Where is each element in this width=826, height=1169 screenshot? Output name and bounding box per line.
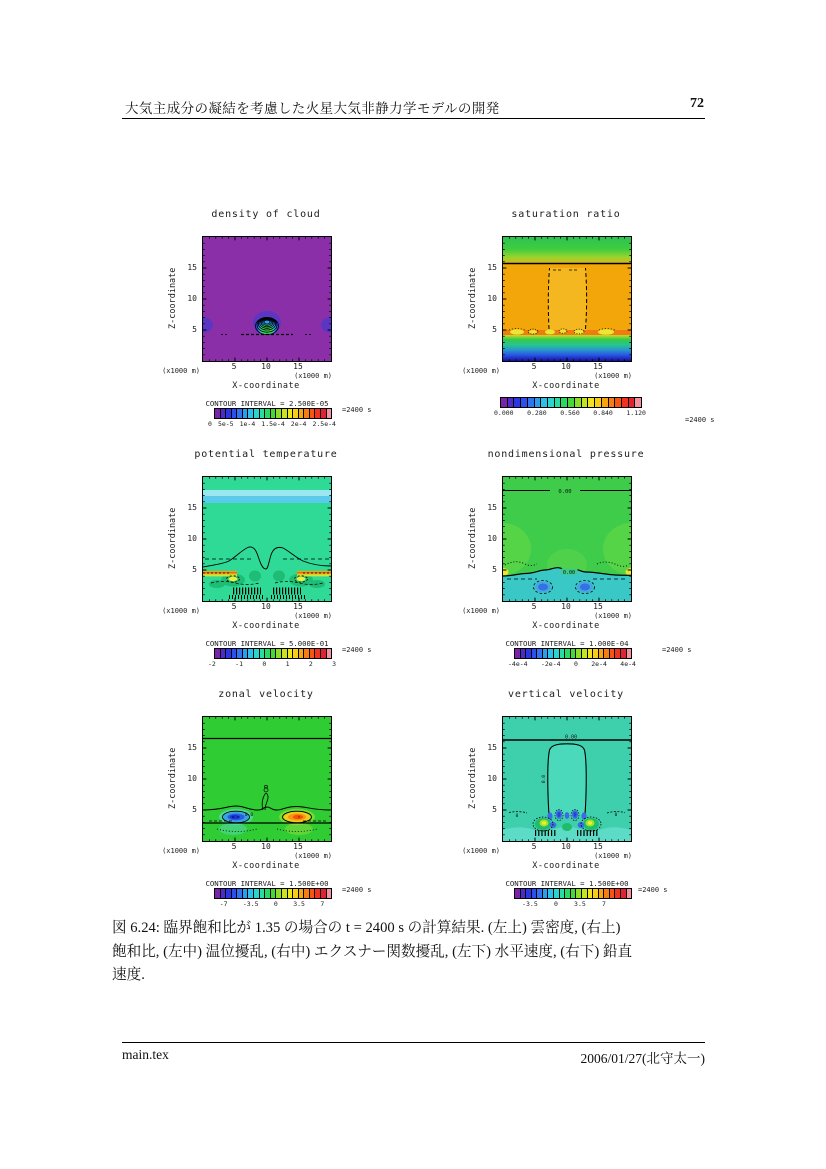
colorbar-tick: 0.560 (560, 409, 580, 417)
axis-unit-left: (x1000 m) (462, 367, 500, 375)
axis-unit-right: (x1000 m) (594, 612, 632, 620)
time-annotation: =2400 s (342, 886, 372, 894)
y-tick: 10 (187, 294, 197, 303)
running-head-title: 大気主成分の凝結を考慮した火星大気非静力学モデルの開発 (125, 101, 500, 116)
plot-title: vertical velocity (508, 689, 624, 700)
contour-interval-label: CONTOUR INTERVAL = 5.000E-01 (205, 639, 329, 648)
colorbar-ticks (508, 660, 636, 668)
axis-unit-right: (x1000 m) (294, 372, 332, 380)
y-tick: 5 (192, 805, 197, 814)
y-tick: 15 (187, 503, 197, 512)
x-tick: 10 (561, 602, 571, 611)
colorbar-tick: -2e-4 (540, 660, 561, 668)
colorbar-tick: 0 (573, 660, 578, 668)
y-axis-label: Z-coordinate (168, 267, 178, 329)
contour-label: 0 (614, 813, 618, 818)
time-annotation: =2400 s (685, 416, 715, 424)
colorbar-tick: 7 (320, 900, 325, 908)
footer-date-author: 2006/01/27(北守太一) (580, 1051, 705, 1066)
axis-unit-left: (x1000 m) (162, 847, 200, 855)
contour-interval-label: CONTOUR INTERVAL = 1.000E-04 (505, 639, 629, 648)
y-tick: 5 (492, 565, 497, 574)
y-axis-label: Z-coordinate (468, 747, 478, 809)
contour-plot (502, 716, 632, 842)
x-tick: 10 (261, 362, 271, 371)
figure-caption (112, 917, 720, 988)
colorbar-tick: 7 (601, 900, 606, 908)
colorbar-tick: 0.840 (593, 409, 613, 417)
footer-rule (122, 1042, 705, 1043)
colorbar-tick: -3.5 (242, 900, 259, 908)
y-tick: 15 (487, 503, 497, 512)
colorbar-tick: -7 (219, 900, 228, 908)
x-tick: 10 (561, 842, 571, 851)
x-tick: 15 (293, 842, 303, 851)
colorbar-tick: -3.5 (522, 900, 538, 908)
y-axis-label: Z-coordinate (168, 507, 178, 569)
time-annotation: =2400 s (662, 646, 692, 654)
colorbar-ticks (208, 660, 336, 668)
colorbar-tick: -1 (235, 660, 243, 668)
colorbar-tick: 0 (208, 420, 212, 428)
caption-line: 飽和比, (左中) 温位擾乱, (右中) エクスナー関数擾乱, (左下) 水平速度, (右下) 鉛直 (112, 943, 633, 960)
figure-zonal-velocity (148, 680, 448, 920)
plot-title: density of cloud (211, 209, 321, 220)
figure-saturation-ratio (448, 200, 748, 440)
contour-plot (202, 236, 332, 362)
colorbar-tick: -2 (208, 660, 216, 668)
y-tick: 15 (187, 263, 197, 272)
colorbar-ticks (494, 409, 646, 417)
axis-unit-left: (x1000 m) (462, 847, 500, 855)
colorbar-tick: 1e-4 (239, 420, 256, 428)
x-axis-label: X-coordinate (532, 381, 600, 391)
y-tick: 10 (487, 774, 497, 783)
y-tick: 15 (187, 743, 197, 752)
footer-filename: main.tex (122, 1047, 169, 1062)
colorbar-tick: 3 (332, 660, 336, 668)
y-tick: 5 (192, 565, 197, 574)
x-tick: 10 (561, 362, 571, 371)
x-tick: 15 (293, 362, 303, 371)
figure-potential-temperature (148, 440, 448, 680)
x-axis-label: X-coordinate (532, 861, 600, 871)
colorbar (214, 648, 332, 659)
caption-line: 図 6.24: 臨界飽和比が 1.35 の場合の t = 2400 s の計算結果. (左上) 雲密度, (右上) (112, 920, 621, 936)
contour-plot (202, 716, 332, 842)
colorbar (514, 888, 632, 899)
contour-interval-label: CONTOUR INTERVAL = 1.500E+00 (205, 879, 329, 888)
x-tick: 15 (593, 602, 603, 611)
y-tick: 5 (492, 805, 497, 814)
plot-title: zonal velocity (218, 689, 314, 700)
contour-label: 0.00 (558, 489, 572, 495)
plot-title: saturation ratio (511, 209, 621, 220)
contour-label: 0.0 (542, 774, 547, 784)
y-tick: 15 (487, 263, 497, 272)
axis-unit-right: (x1000 m) (294, 612, 332, 620)
colorbar-tick: 2.5e-4 (312, 420, 336, 428)
y-tick: 10 (487, 294, 497, 303)
contour-label: 0.00 (564, 734, 578, 741)
colorbar-tick: 2 (308, 660, 313, 668)
x-tick: 5 (231, 602, 237, 611)
contour-interval-label: CONTOUR INTERVAL = 2.500E-05 (205, 399, 329, 408)
axis-unit-left: (x1000 m) (162, 607, 200, 615)
y-axis-label: Z-coordinate (168, 747, 178, 809)
axis-unit-right: (x1000 m) (594, 372, 632, 380)
axis-unit-left: (x1000 m) (462, 607, 500, 615)
colorbar-tick: 0 (553, 900, 558, 908)
header-rule (122, 118, 705, 119)
figure-vertical-velocity (448, 680, 748, 920)
colorbar (514, 648, 632, 659)
y-tick: 10 (187, 774, 197, 783)
colorbar-tick: 1 (285, 660, 290, 668)
colorbar-tick: 2e-4 (290, 420, 307, 428)
colorbar (500, 397, 642, 408)
colorbar-tick: 0.280 (527, 409, 547, 417)
x-axis-label: X-coordinate (532, 621, 600, 631)
colorbar-tick: -4e-4 (508, 660, 528, 668)
y-tick: 5 (492, 325, 497, 334)
colorbar-tick: 4e-4 (620, 660, 636, 668)
x-tick: 15 (593, 362, 603, 371)
x-axis-label: X-coordinate (232, 621, 300, 631)
colorbar-tick: 0.000 (494, 409, 514, 417)
contour-plot (502, 476, 632, 602)
axis-unit-right: (x1000 m) (594, 852, 632, 860)
colorbar-ticks (514, 900, 614, 908)
plot-title: nondimensional pressure (487, 449, 645, 460)
figure-density-of-cloud (148, 200, 448, 440)
x-tick: 10 (261, 842, 271, 851)
x-tick: 5 (531, 602, 537, 611)
colorbar-ticks (208, 420, 336, 428)
x-tick: 5 (231, 842, 237, 851)
contour-interval-label: CONTOUR INTERVAL = 1.500E+00 (505, 879, 629, 888)
colorbar-tick: 3.5 (293, 900, 305, 908)
caption-line: 速度. (112, 967, 145, 983)
y-tick: 10 (487, 534, 497, 543)
figure-nondimensional-pressure (448, 440, 748, 680)
x-tick: 15 (593, 842, 603, 851)
contour-plot (202, 476, 332, 602)
contour-label: 0 (515, 814, 519, 819)
colorbar-tick: 1.120 (626, 409, 646, 417)
x-tick: 5 (231, 362, 237, 371)
x-tick: 5 (531, 842, 537, 851)
plot-title: potential temperature (194, 449, 338, 460)
x-tick: 5 (531, 362, 537, 371)
time-annotation: =2400 s (342, 406, 372, 414)
x-axis-label: X-coordinate (232, 381, 300, 391)
colorbar (214, 408, 332, 419)
colorbar-tick: 0 (273, 900, 278, 908)
x-tick: 10 (261, 602, 271, 611)
colorbar-tick: 2e-4 (591, 660, 607, 668)
x-axis-label: X-coordinate (232, 861, 300, 871)
axis-unit-right: (x1000 m) (294, 852, 332, 860)
colorbar-tick: 3.5 (574, 900, 586, 908)
y-axis-label: Z-coordinate (468, 507, 478, 569)
colorbar-tick: 5e-5 (217, 420, 234, 428)
colorbar-tick: 1.5e-4 (261, 420, 285, 428)
colorbar-tick: 0 (262, 660, 267, 668)
axis-unit-left: (x1000 m) (162, 367, 200, 375)
x-tick: 15 (293, 602, 303, 611)
contour-plot (502, 236, 632, 362)
y-tick: 15 (487, 743, 497, 752)
colorbar (214, 888, 332, 899)
contour-label: 0.00 (562, 569, 576, 576)
contour-label: 0.0 (244, 813, 254, 818)
time-annotation: =2400 s (342, 646, 372, 654)
y-tick: 10 (187, 534, 197, 543)
page-number: 72 (690, 96, 704, 111)
time-annotation: =2400 s (638, 886, 668, 894)
y-axis-label: Z-coordinate (468, 267, 478, 329)
colorbar-ticks (212, 900, 332, 908)
y-tick: 5 (192, 325, 197, 334)
